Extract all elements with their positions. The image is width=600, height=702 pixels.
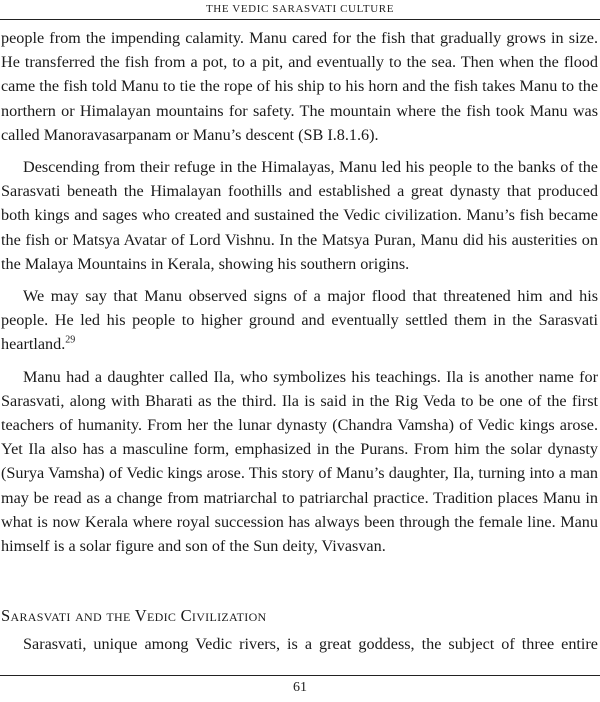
header-rule (0, 19, 600, 20)
paragraph: Sarasvati, unique among Vedic rivers, is a great goddess, the subject of three entire (23, 635, 598, 653)
paragraph (1, 284, 598, 357)
body-text (1, 26, 598, 566)
section-heading-text: Sarasvati and the Vedic Civilization (1, 606, 267, 625)
footnote-marker: 29 (65, 335, 76, 347)
footer-rule (0, 675, 600, 676)
section-heading (1, 606, 267, 626)
paragraph: Descending from their refuge in the Himalayas, Manu led his people to the banks of the Sarasvati beneath the Himalayan foothills and established a great dynasty that produced both kings and sages who created and sustained the Vedic civilization. Manu’s fish became the fish or Matsya Avatar of Lord Vishnu. In the Matsya Puran, Manu did his austerities on the Malaya Mountains in Kerala, showing his southern origins. (1, 158, 598, 273)
paragraph: Manu had a daughter called Ila, who symbolizes his teachings. Ila is another name for Sarasvati, along with Bharati as the third. Ila is said in the Rig Veda to be one of the first teachers of humanity. From her the lunar dynasty (Chandra Vamsha) of Vedic kings arose. Yet Ila also has a masculine form, emphasized in the Purans. From him the solar dynasty (Surya Vamsha) of Vedic kings arose. This story of Manu’s daughter, Ila, turning into a man may be read as a change from matriarchal to patriarchal practice. Tradition places Manu in what is now Kerala where royal succession has always been through the female line. Manu himself is a solar figure and son of the Sun deity, Vivasvan. (1, 367, 598, 556)
running-header: THE VEDIC SARASVATI CULTURE (205, 3, 395, 15)
page-number: 61 (293, 680, 307, 695)
paragraph-text: We may say that Manu observed signs of a major flood that threatened him and his people. He led his people to higher ground and eventually settled them in the Sarasvati heartland. (1, 287, 598, 354)
paragraph: people from the impending calamity. Manu cared for the fish that gradually grows in size. He transferred the fish from a pot, to a pit, and eventually to the sea. Then when the flood came the fish told Manu to tie the rope of his ship to his horn and the fish takes Manu to the northern or Himalayan mountains for safety. The mountain where the fish took Manu was called Manoravasarpanam or Manu’s descent (SB I.8.1.6). (1, 29, 598, 144)
